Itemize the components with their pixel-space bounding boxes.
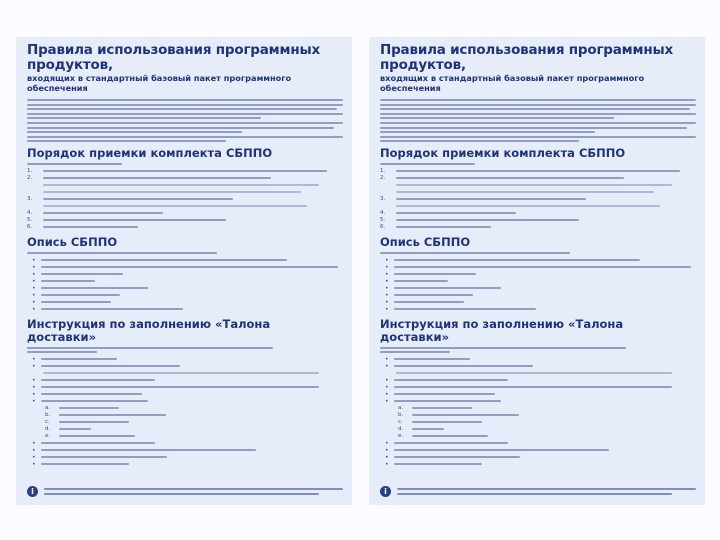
- bullet-icon: •: [32, 397, 36, 405]
- bullet-icon: •: [385, 376, 389, 384]
- intro-paragraph: [380, 99, 696, 142]
- list-note: [27, 203, 343, 210]
- support-note-text: [397, 485, 696, 497]
- list-item: [380, 196, 696, 203]
- list-item: [380, 454, 696, 461]
- list-item: [380, 224, 696, 231]
- list-marker: 2.: [380, 174, 386, 181]
- list-item: [27, 257, 343, 264]
- list-item: [27, 433, 343, 440]
- bullet-icon: •: [32, 383, 36, 391]
- bullet-icon: •: [32, 390, 36, 398]
- inventory-lead: [27, 252, 343, 254]
- list-note: [380, 203, 696, 210]
- left-page: [16, 37, 352, 505]
- section-heading-inventory: Опись СБППО: [27, 234, 118, 249]
- order-list: [27, 168, 343, 231]
- list-note: [380, 182, 696, 189]
- document-title: Правила использования программных продуктов,: [27, 42, 320, 73]
- list-item: [380, 461, 696, 468]
- bullet-icon: •: [385, 256, 389, 264]
- list-marker: 2.: [27, 174, 33, 181]
- order-lead: [27, 163, 343, 165]
- list-item: [27, 278, 343, 285]
- list-marker: 6.: [27, 223, 33, 230]
- bullet-icon: •: [385, 305, 389, 313]
- list-note: [27, 370, 343, 377]
- list-marker: e.: [45, 432, 51, 439]
- list-item: [27, 299, 343, 306]
- list-item: [380, 257, 696, 264]
- list-item: [380, 356, 696, 363]
- instructions-lead: [27, 347, 343, 354]
- list-item: [380, 278, 696, 285]
- bullet-icon: •: [32, 298, 36, 306]
- bullet-icon: •: [32, 277, 36, 285]
- list-item: [380, 175, 696, 182]
- bullet-icon: •: [385, 390, 389, 398]
- list-item: [27, 419, 343, 426]
- bullet-icon: •: [385, 397, 389, 405]
- section-heading-order: Порядок приемки комплекта СБППО: [380, 146, 626, 161]
- list-item: [27, 447, 343, 454]
- inventory-list: [380, 257, 696, 313]
- bullet-icon: •: [385, 298, 389, 306]
- bullet-icon: •: [32, 291, 36, 299]
- list-item: [27, 454, 343, 461]
- list-note: [380, 189, 696, 196]
- list-item: [27, 363, 343, 370]
- list-item: [380, 384, 696, 391]
- list-note: [380, 370, 696, 377]
- info-icon: i: [380, 486, 391, 497]
- list-note: [27, 182, 343, 189]
- instructions-list: [380, 356, 696, 468]
- list-item: [380, 398, 696, 405]
- bullet-icon: •: [32, 439, 36, 447]
- list-marker: 4.: [380, 209, 386, 216]
- support-note: [380, 485, 696, 497]
- bullet-icon: •: [32, 355, 36, 363]
- bullet-icon: •: [32, 305, 36, 313]
- support-note-text: [44, 485, 343, 497]
- list-marker: 1.: [380, 167, 386, 174]
- list-item: [27, 405, 343, 412]
- list-marker: 4.: [27, 209, 33, 216]
- list-item: [380, 217, 696, 224]
- document-title: Правила использования программных продуктов,: [380, 42, 673, 73]
- bullet-icon: •: [32, 446, 36, 454]
- list-item: [27, 391, 343, 398]
- order-lead: [380, 163, 696, 165]
- bullet-icon: •: [385, 383, 389, 391]
- bullet-icon: •: [32, 270, 36, 278]
- list-item: [380, 419, 696, 426]
- list-item: [380, 447, 696, 454]
- inventory-lead: [380, 252, 696, 254]
- list-item: [27, 264, 343, 271]
- list-item: [380, 391, 696, 398]
- list-marker: 5.: [380, 216, 386, 223]
- list-item: [380, 271, 696, 278]
- list-marker: e.: [398, 432, 404, 439]
- bullet-icon: •: [32, 256, 36, 264]
- bullet-icon: •: [385, 439, 389, 447]
- instructions-lead: [380, 347, 696, 354]
- list-item: [380, 264, 696, 271]
- bullet-icon: •: [32, 460, 36, 468]
- bullet-icon: •: [32, 263, 36, 271]
- list-marker: a.: [398, 404, 404, 411]
- bullet-icon: •: [385, 355, 389, 363]
- list-marker: b.: [398, 411, 404, 418]
- intro-paragraph: [27, 99, 343, 142]
- list-item: [27, 175, 343, 182]
- list-item: [27, 196, 343, 203]
- right-page: [369, 37, 705, 505]
- section-heading-inventory: Опись СБППО: [380, 234, 471, 249]
- list-item: [380, 433, 696, 440]
- list-marker: c.: [45, 418, 50, 425]
- list-marker: 1.: [27, 167, 33, 174]
- bullet-icon: •: [385, 460, 389, 468]
- list-item: [27, 224, 343, 231]
- list-marker: 6.: [380, 223, 386, 230]
- bullet-icon: •: [32, 362, 36, 370]
- bullet-icon: •: [385, 284, 389, 292]
- list-item: [27, 210, 343, 217]
- list-item: [380, 168, 696, 175]
- list-item: [380, 285, 696, 292]
- section-heading-instructions: Инструкция по заполнению «Талона доставки»: [27, 316, 271, 344]
- list-item: [380, 306, 696, 313]
- support-note: [27, 485, 343, 497]
- list-item: [27, 426, 343, 433]
- bullet-icon: •: [385, 291, 389, 299]
- list-item: [380, 377, 696, 384]
- list-item: [27, 461, 343, 468]
- list-marker: 3.: [27, 195, 33, 202]
- list-item: [380, 363, 696, 370]
- bullet-icon: •: [32, 376, 36, 384]
- list-item: [27, 285, 343, 292]
- list-marker: c.: [398, 418, 403, 425]
- list-marker: d.: [45, 425, 51, 432]
- list-item: [380, 426, 696, 433]
- info-icon: i: [27, 486, 38, 497]
- list-item: [27, 398, 343, 405]
- list-item: [380, 299, 696, 306]
- list-item: [27, 168, 343, 175]
- bullet-icon: •: [385, 453, 389, 461]
- list-item: [380, 440, 696, 447]
- list-item: [27, 384, 343, 391]
- list-item: [27, 292, 343, 299]
- bullet-icon: •: [32, 453, 36, 461]
- document-subtitle: входящих в стандартный базовый пакет программного обеспечения: [27, 73, 292, 93]
- list-item: [27, 356, 343, 363]
- bullet-icon: •: [385, 277, 389, 285]
- section-heading-order: Порядок приемки комплекта СБППО: [27, 146, 273, 161]
- list-item: [27, 306, 343, 313]
- instructions-list: [27, 356, 343, 468]
- list-item: [27, 377, 343, 384]
- list-item: [380, 292, 696, 299]
- list-marker: b.: [45, 411, 51, 418]
- section-heading-instructions: Инструкция по заполнению «Талона доставки»: [380, 316, 624, 344]
- bullet-icon: •: [385, 362, 389, 370]
- list-marker: a.: [45, 404, 51, 411]
- bullet-icon: •: [32, 284, 36, 292]
- list-item: [27, 217, 343, 224]
- list-item: [27, 440, 343, 447]
- bullet-icon: •: [385, 263, 389, 271]
- list-item: [27, 412, 343, 419]
- bullet-icon: •: [385, 270, 389, 278]
- list-item: [380, 405, 696, 412]
- list-item: [380, 412, 696, 419]
- bullet-icon: •: [385, 446, 389, 454]
- list-marker: d.: [398, 425, 404, 432]
- list-item: [380, 210, 696, 217]
- list-marker: 3.: [380, 195, 386, 202]
- list-item: [27, 271, 343, 278]
- inventory-list: [27, 257, 343, 313]
- list-marker: 5.: [27, 216, 33, 223]
- list-note: [27, 189, 343, 196]
- document-subtitle: входящих в стандартный базовый пакет программного обеспечения: [380, 73, 645, 93]
- order-list: [380, 168, 696, 231]
